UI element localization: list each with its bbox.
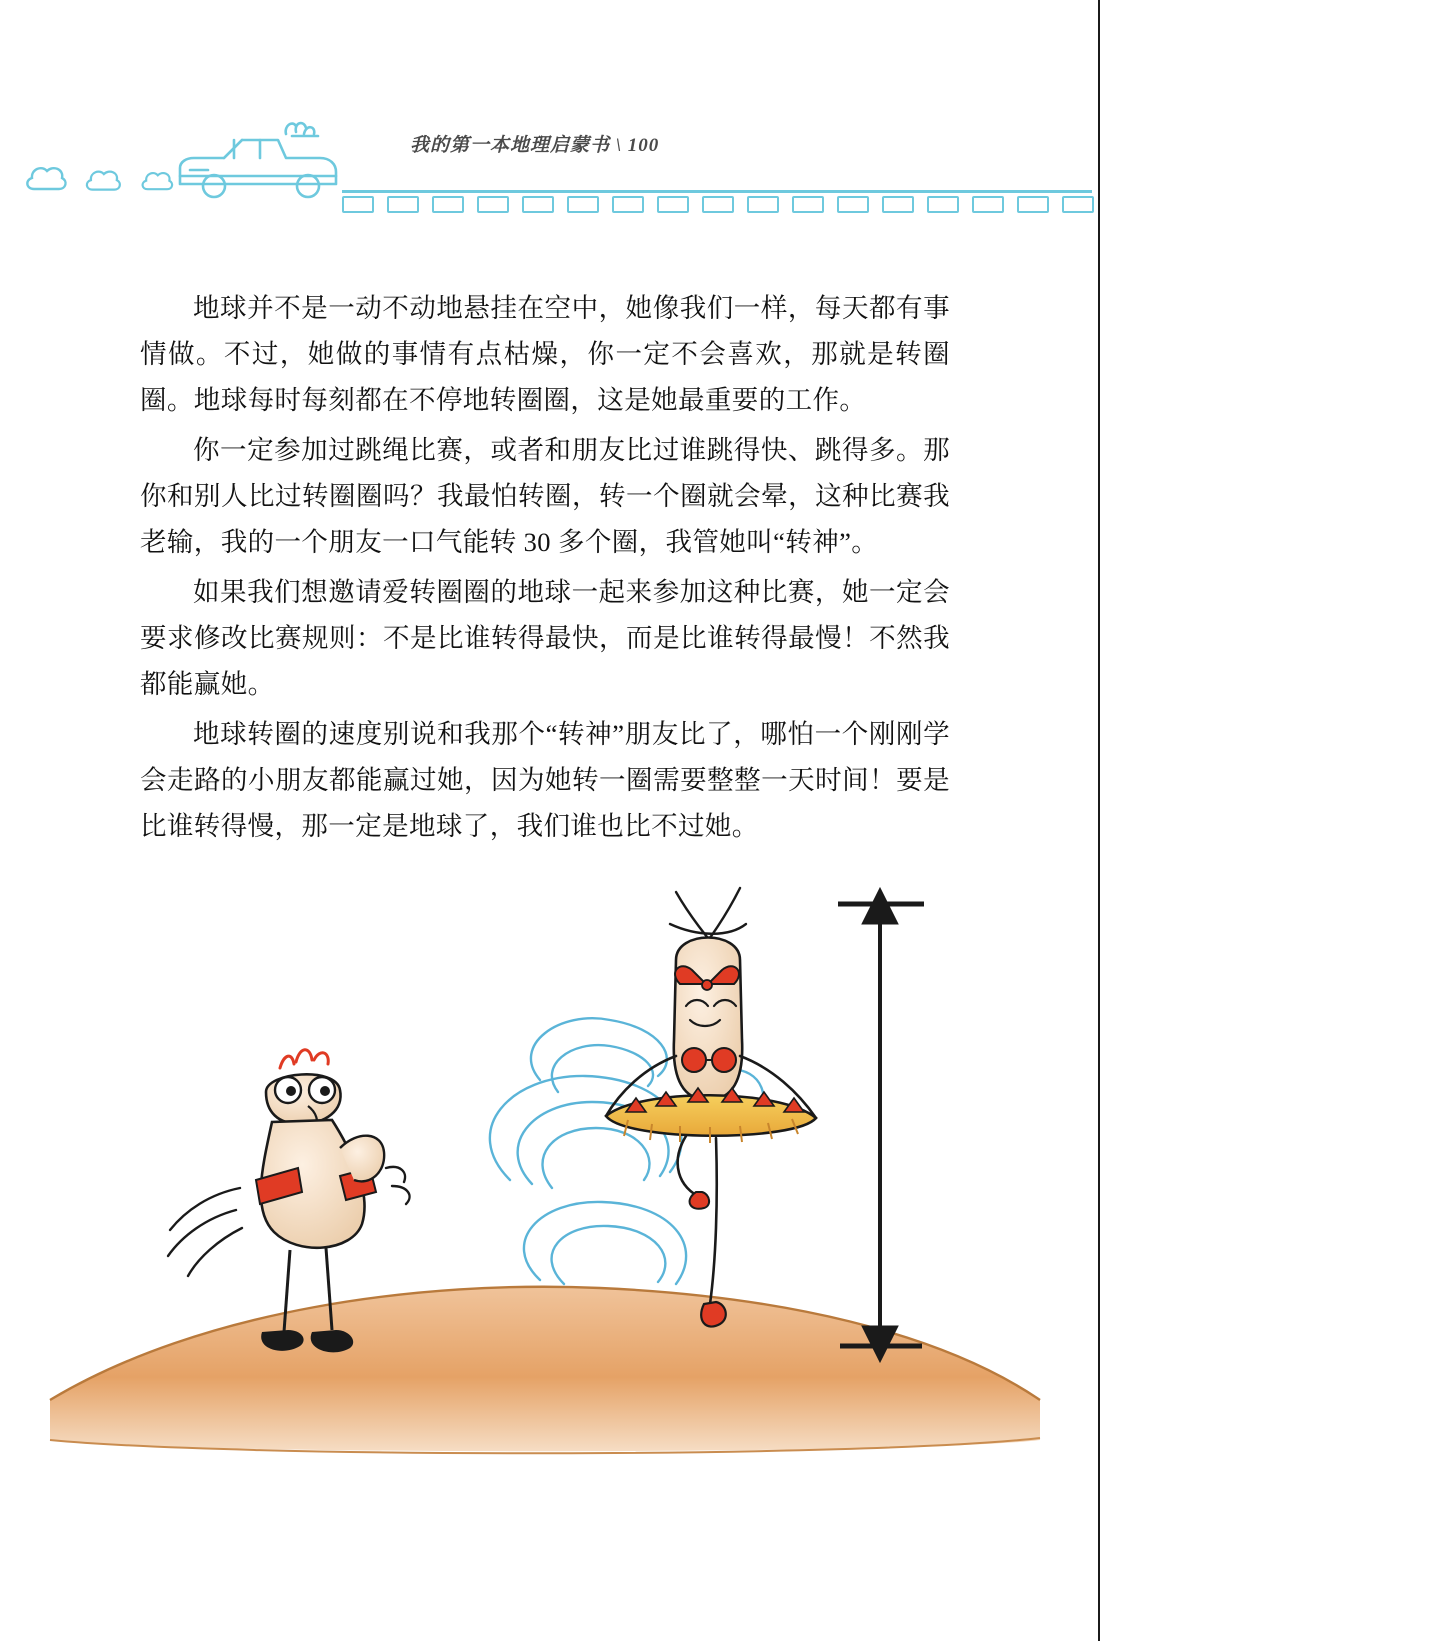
page-header xyxy=(0,110,1100,220)
paragraph: 你一定参加过跳绳比赛，或者和朋友比过谁跳得快、跳得多。那你和别人比过转圈圈吗？我最怕转圈，转一个圈就会晕，这种比赛我老输，我的一个朋友一口气能转 30 多个圈，我管她叫“转神”。 xyxy=(140,435,950,557)
cloud-icon xyxy=(84,166,122,196)
running-head: 我的第一本地理启蒙书 \ 100 xyxy=(410,135,660,156)
illustration-drawing xyxy=(40,880,1060,1480)
sand-dune-ground xyxy=(50,1287,1040,1453)
cloud-icon xyxy=(24,162,68,196)
vertical-double-arrow xyxy=(838,888,924,1362)
illustration xyxy=(40,880,1060,1480)
paragraph: 如果我们想邀请爱转圈圈的地球一起来参加这种比赛，她一定会要求修改比赛规则：不是比谁转得最快，而是比谁转得最慢！不然我都能赢她。 xyxy=(140,577,950,699)
car-icon xyxy=(168,118,348,208)
header-rule xyxy=(342,190,1092,193)
page-margin xyxy=(1102,0,1445,1641)
page-content xyxy=(0,285,1100,853)
paragraph: 地球转圈的速度别说和我那个“转神”朋友比了，哪怕一个刚刚学会走路的小朋友都能赢过她，因为她转一圈需要整整一天时间！要是比谁转得慢，那一定是地球了，我们谁也比不过她。 xyxy=(140,719,950,841)
spinning-ballerina-character xyxy=(606,888,816,1327)
paragraph: 地球并不是一动不动地悬挂在空中，她像我们一样，每天都有事情做。不过，她做的事情有点枯燥，你一定不会喜欢，那就是转圈圈。地球每时每刻都在不停地转圈圈，这是她最重要的工作。 xyxy=(140,293,950,415)
dashed-rail-icon xyxy=(342,196,1092,214)
